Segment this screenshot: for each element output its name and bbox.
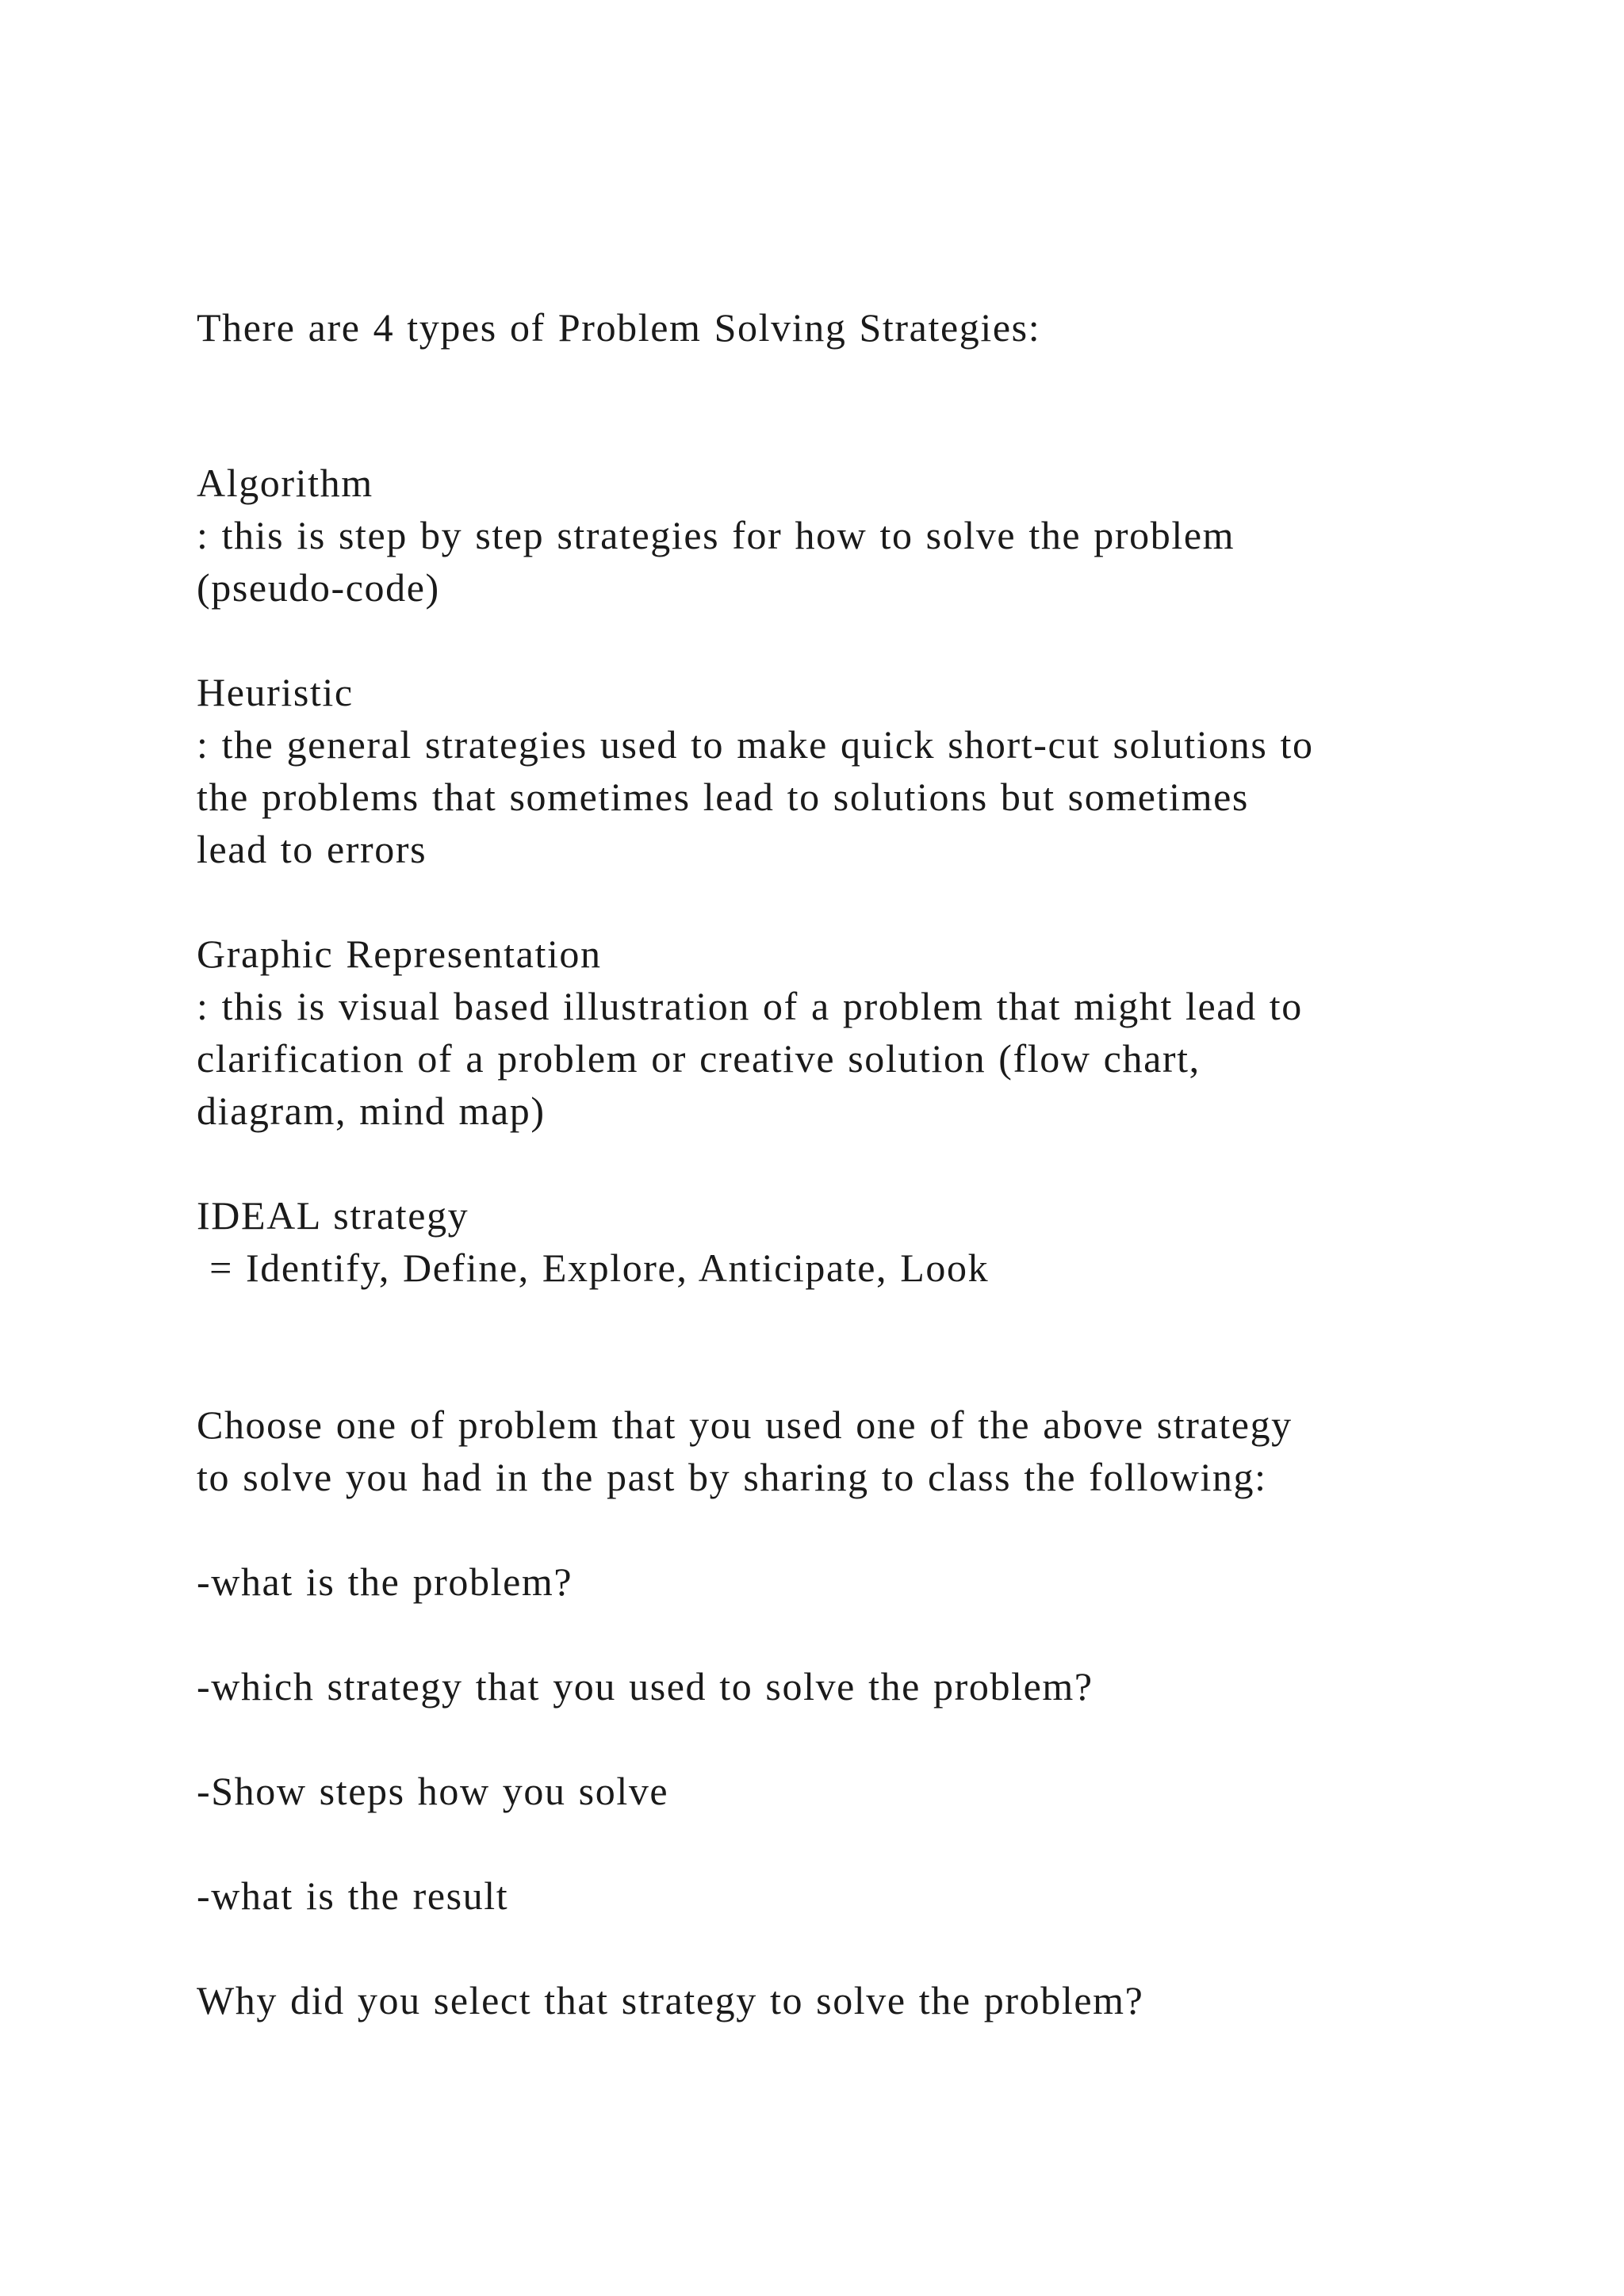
- question-steps: -Show steps how you solve: [197, 1769, 669, 1813]
- strategy-graphic-representation-title: Graphic Representation: [197, 932, 602, 976]
- strategy-graphic-representation-description-line: : this is visual based illustration of a problem that might lead to: [197, 984, 1303, 1028]
- question-result: -what is the result: [197, 1873, 509, 1918]
- prompt-line: to solve you had in the past by sharing to class the following:: [197, 1455, 1267, 1499]
- intro-heading: There are 4 types of Problem Solving Strategies:: [197, 305, 1041, 350]
- strategy-ideal-title: IDEAL strategy: [197, 1193, 469, 1238]
- strategy-algorithm-title: Algorithm: [197, 461, 373, 505]
- strategy-graphic-representation-description-line: clarification of a problem or creative solution (flow chart,: [197, 1036, 1201, 1081]
- prompt-line: Choose one of problem that you used one of the above strategy: [197, 1402, 1293, 1447]
- strategy-ideal-description-line: = Identify, Define, Explore, Anticipate, Look: [197, 1246, 990, 1290]
- question-problem: -what is the problem?: [197, 1559, 573, 1604]
- question-strategy: -which strategy that you used to solve the problem?: [197, 1664, 1094, 1709]
- strategy-algorithm-description-line: : this is step by step strategies for how to solve the problem: [197, 513, 1235, 557]
- closing-question: Why did you select that strategy to solve the problem?: [197, 1978, 1144, 2022]
- strategy-heuristic-title: Heuristic: [197, 670, 354, 714]
- strategy-heuristic-description-line: lead to errors: [197, 827, 427, 871]
- strategy-heuristic-description-line: : the general strategies used to make quick short-cut solutions to: [197, 722, 1314, 767]
- strategy-algorithm-description-line: (pseudo-code): [197, 565, 440, 610]
- strategy-graphic-representation-description-line: diagram, mind map): [197, 1089, 546, 1133]
- strategy-heuristic-description-line: the problems that sometimes lead to solutions but sometimes: [197, 775, 1249, 819]
